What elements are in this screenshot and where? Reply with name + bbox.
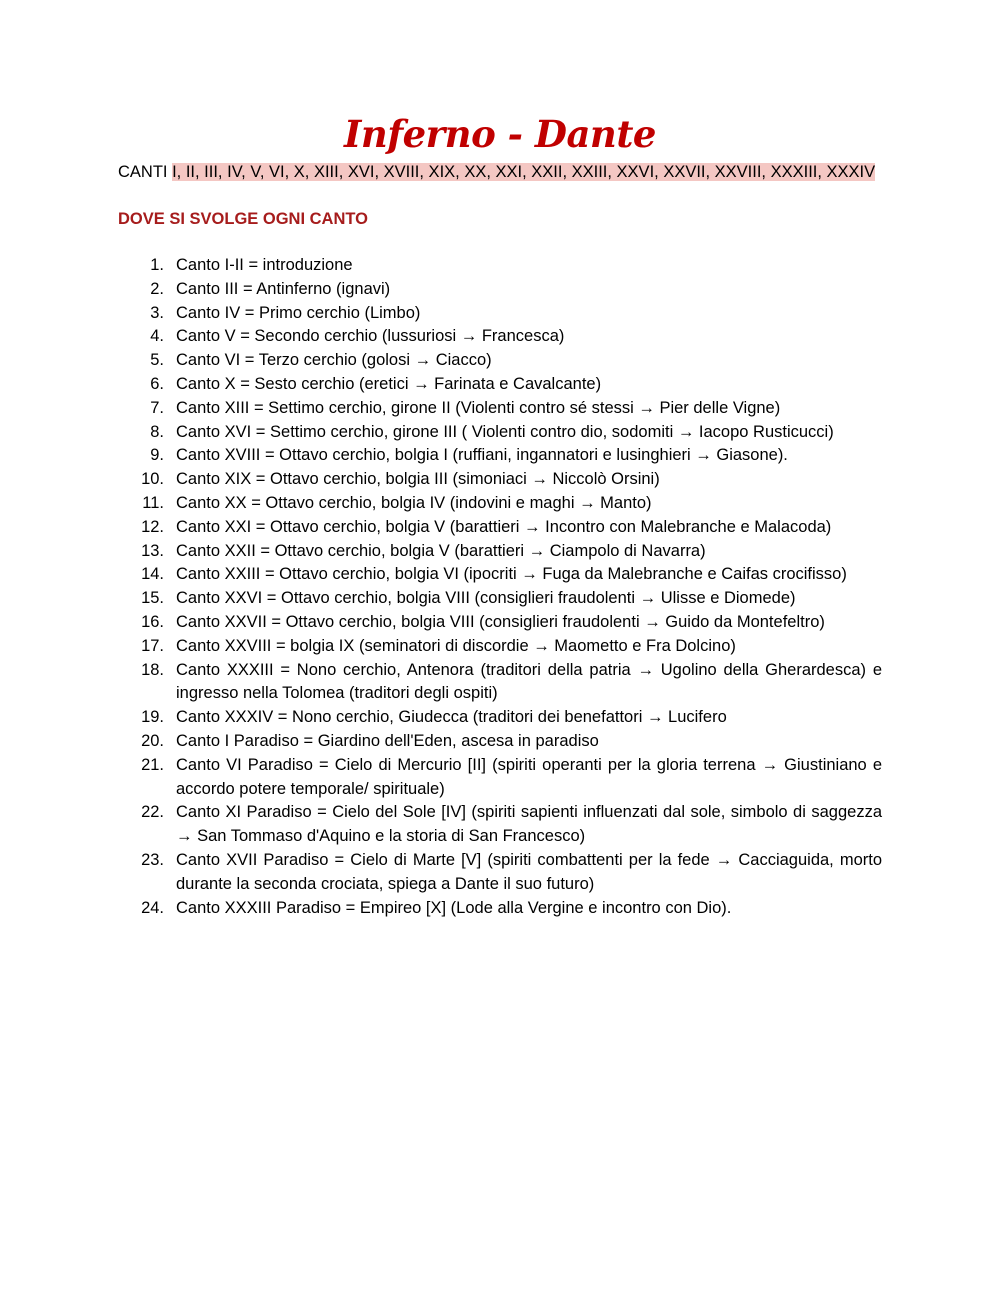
list-item-text: Canto I-II = introduzione <box>176 256 353 274</box>
list-item-number: 14. <box>141 565 164 584</box>
list-item <box>118 801 882 849</box>
list-item-number: 9. <box>150 446 164 465</box>
list-item-number: 13. <box>141 541 164 560</box>
list-item-text: Canto XXXIII Paradiso = Empireo [X] (Lode alla Vergine e incontro con Dio). <box>176 898 732 917</box>
list-item-number: 16. <box>141 612 164 631</box>
list-item-text: Canto I Paradiso = Giardino dell'Eden, ascesa in paradiso <box>176 731 599 750</box>
list-item <box>118 563 882 587</box>
list-item <box>118 254 882 278</box>
list-item <box>118 373 882 397</box>
list-item <box>118 540 882 564</box>
list-item-number: 12. <box>141 517 164 536</box>
list-item-text: Canto XXXIII = Nono cerchio, Antenora (traditori della patria → Ugolino della Gherardesca) e ingresso nella Tolomea (traditori degli ospiti) <box>176 660 882 703</box>
list-item <box>118 492 882 516</box>
list-item-text: Canto VI Paradiso = Cielo di Mercurio [II] (spiriti operanti per la gloria terrena → Giustiniano e accordo potere temporale/ spirituale) <box>176 755 882 798</box>
list-item <box>118 730 882 754</box>
list-item-text: Canto III = Antinferno (ignavi) <box>176 279 391 298</box>
list-item <box>118 849 882 897</box>
list-item-number: 6. <box>150 374 164 393</box>
list-item <box>118 421 882 445</box>
document-title: Inferno - Dante <box>344 112 656 156</box>
list-item-number: 22. <box>141 803 164 822</box>
list-item-number: 7. <box>150 398 164 417</box>
list-item-text: Canto VI = Terzo cerchio (golosi → Ciacco) <box>176 351 492 370</box>
list-item-number: 3. <box>150 303 164 322</box>
list-item <box>118 897 882 921</box>
list-item-number: 8. <box>150 422 164 441</box>
list-item-number: 11. <box>142 493 164 512</box>
list-item <box>118 516 882 540</box>
list-item <box>118 397 882 421</box>
list-item-number: 10. <box>141 470 164 489</box>
list-item-number: 20. <box>141 731 164 750</box>
list-item <box>118 325 882 349</box>
list-item-number: 19. <box>141 708 164 727</box>
document-page <box>118 112 882 920</box>
list-item <box>118 302 882 326</box>
list-item-number: 15. <box>141 589 164 608</box>
canti-line <box>118 160 882 184</box>
list-item-number: 24. <box>141 898 164 917</box>
list-item-number: 23. <box>141 850 164 869</box>
list-item <box>118 444 882 468</box>
list-item <box>118 659 882 707</box>
list-item <box>118 611 882 635</box>
canti-list-highlight: I, II, III, IV, V, VI, X, XIII, XVI, XVIII, XIX, XX, XXI, XXII, XXIII, XXVI, XXVII, XXVIII, XXXIII, XXXIV <box>172 163 876 181</box>
list-item-text: Canto XXVI = Ottavo cerchio, bolgia VIII (consiglieri fraudolenti → Ulisse e Diomede) <box>176 589 796 608</box>
list-item <box>118 706 882 730</box>
list-item <box>118 587 882 611</box>
list-item-text: Canto XXIII = Ottavo cerchio, bolgia VI (ipocriti → Fuga da Malebranche e Caifas crocifisso) <box>176 565 847 584</box>
list-item-number: 18. <box>141 660 164 679</box>
list-item <box>118 635 882 659</box>
list-item-text: Canto XVIII = Ottavo cerchio, bolgia I (ruffiani, ingannatori e lusinghieri → Giasone). <box>176 446 788 465</box>
list-item-text: Canto XXII = Ottavo cerchio, bolgia V (barattieri → Ciampolo di Navarra) <box>176 541 706 560</box>
list-item-text: Canto XI Paradiso = Cielo del Sole [IV] (spiriti sapienti influenzati dal sole, simbolo di saggezza → San Tommaso d'Aquino e la storia di San Francesco) <box>176 803 882 846</box>
list-item <box>118 349 882 373</box>
list-item-text: Canto XX = Ottavo cerchio, bolgia IV (indovini e maghi → Manto) <box>176 493 652 512</box>
section-heading: DOVE SI SVOLGE OGNI CANTO <box>118 210 368 228</box>
list-item-number: 17. <box>141 636 164 655</box>
list-item-text: Canto IV = Primo cerchio (Limbo) <box>176 303 421 322</box>
list-item-text: Canto XXVIII = bolgia IX (seminatori di discordie → Maometto e Fra Dolcino) <box>176 636 736 655</box>
list-item <box>118 278 882 302</box>
list-item-number: 21. <box>141 755 164 774</box>
list-item-text: Canto XVI = Settimo cerchio, girone III ( Violenti contro dio, sodomiti → Iacopo Rusticucci) <box>176 422 834 441</box>
list-item-number: 4. <box>150 327 164 346</box>
list-item-text: Canto XIX = Ottavo cerchio, bolgia III (simoniaci → Niccolò Orsini) <box>176 470 660 489</box>
list-item-text: Canto X = Sesto cerchio (eretici → Farinata e Cavalcante) <box>176 374 602 393</box>
list-item-text: Canto XXVII = Ottavo cerchio, bolgia VIII (consiglieri fraudolenti → Guido da Montefeltro) <box>176 612 825 631</box>
list-item-number: 2. <box>150 279 164 298</box>
list-item-text: Canto XVII Paradiso = Cielo di Marte [V] (spiriti combattenti per la fede → Cacciaguida, morto durante la seconda crociata, spiega a Dante il suo futuro) <box>176 850 882 893</box>
list-item-number: 1. <box>150 256 164 274</box>
canti-label: CANTI <box>118 163 168 181</box>
list-item-number: 5. <box>150 351 164 370</box>
canto-list <box>118 254 882 920</box>
list-item <box>118 754 882 802</box>
list-item-text: Canto XXI = Ottavo cerchio, bolgia V (barattieri → Incontro con Malebranche e Malacoda) <box>176 517 832 536</box>
list-item-text: Canto XXXIV = Nono cerchio, Giudecca (traditori dei benefattori → Lucifero <box>176 708 727 727</box>
list-item <box>118 468 882 492</box>
list-item-text: Canto XIII = Settimo cerchio, girone II (Violenti contro sé stessi → Pier delle Vigne) <box>176 398 781 417</box>
list-item-text: Canto V = Secondo cerchio (lussuriosi → Francesca) <box>176 327 565 346</box>
